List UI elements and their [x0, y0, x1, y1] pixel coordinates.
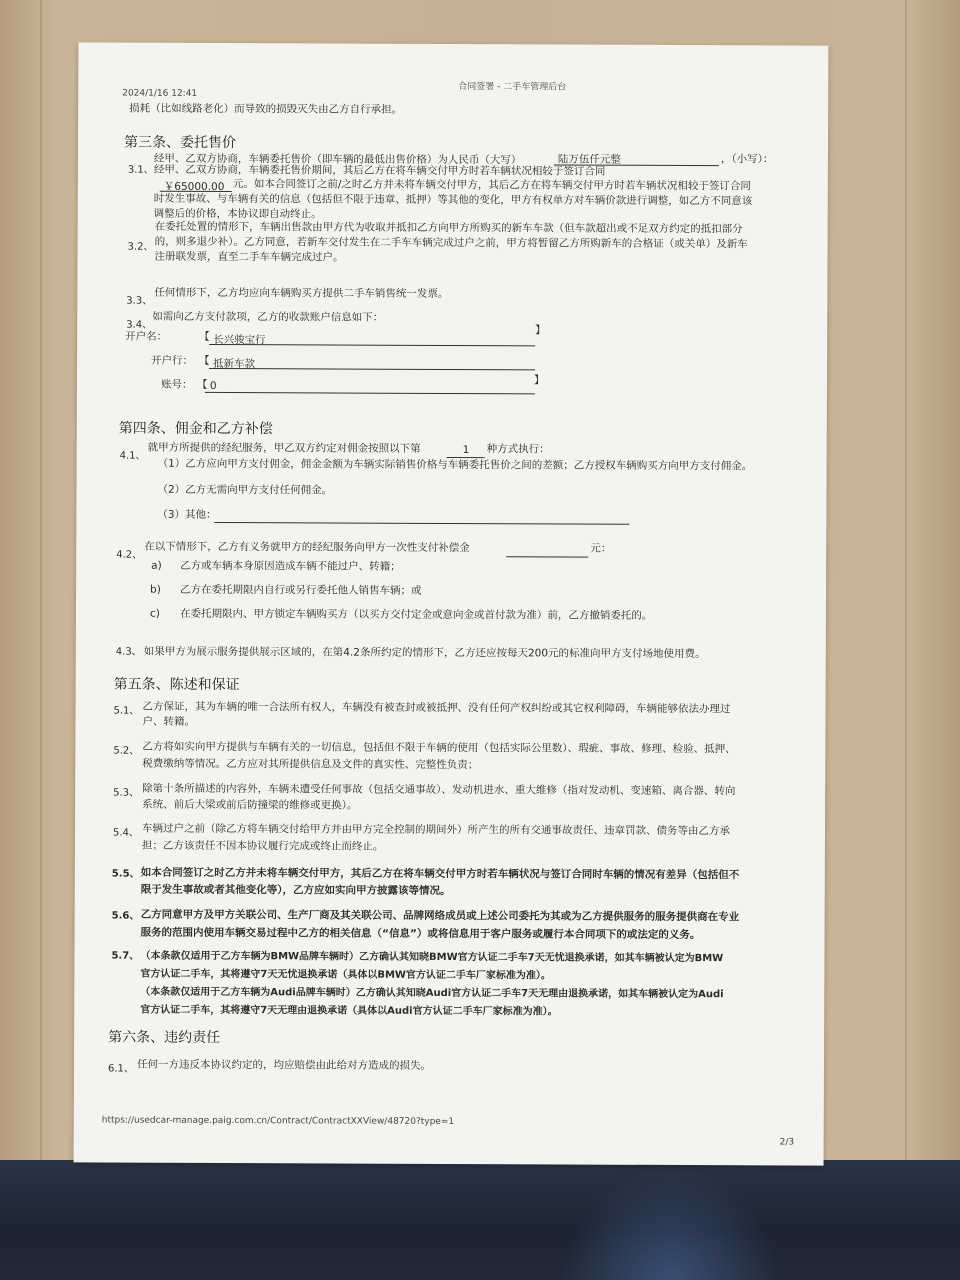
account-number-right-bracket: 】	[533, 374, 545, 387]
clause-3-2-line-1: 在委托处置的情形下，车辆出售款由甲方代为收取并抵扣乙方向甲方所购买的新车车款（但车款超出或不足双方约定的抵扣部分	[154, 220, 743, 236]
carry-over-text: 损耗（比如线路老化）而导致的损毁灭失由乙方自行承担。	[129, 102, 403, 116]
clause-5-6-line-1: 乙方同意甲方及甲方关联公司、生产厂商及其关联公司、品牌网络成员或上述公司委托为其或为乙方提供服务的服务提供商在专业	[140, 908, 740, 924]
clause-5-2-num: 5.2、	[113, 745, 140, 757]
clause-5-5-line-2: 限于发生事故或者其他变化等），乙方应如实向甲方披露该等情况。	[140, 883, 451, 898]
clause-5-1-line-2: 户、转籍。	[142, 715, 196, 728]
section-5-title: 第五条、陈述和保证	[113, 676, 240, 694]
clause-5-7-line-3: （本条款仅适用于乙方车辆为Audi品牌车辆时）乙方确认其知晓Audi官方认证二手车7天无理由退换承诺，如其车辆被认定为Audi	[140, 986, 724, 1001]
section-6-title: 第六条、违约责任	[108, 1029, 221, 1046]
item-c-text: 在委托期限内、甲方锁定车辆购买方（以买方交付定金或意向金或首付款为准）前，乙方撤销委托的。	[179, 607, 653, 622]
clause-5-3-line-2: 系统、前后大梁或前后防撞梁的维修或更换）。	[142, 798, 358, 812]
clause-5-6-line-2: 服务的范围内使用车辆交易过程中乙方的相关信息（“信息”）或将信息用于客户服务或履行本合同项下的或法定的义务。	[140, 926, 701, 942]
contract-page	[74, 42, 829, 1165]
clause-5-7-line-1: （本条款仅适用于乙方车辆为BMW品牌车辆时）乙方确认其知晓BMW官方认证二手车7天无忧退换承诺，如其车辆被认定为BMW	[140, 950, 724, 965]
clause-3-2-num: 3.2、	[127, 241, 154, 253]
fabric-fold	[560, 1170, 780, 1280]
item-a-text: 乙方或车辆本身原因造成车辆不能过户、转籍；	[180, 559, 401, 573]
account-name-value: 长兴骏宝行	[213, 333, 266, 347]
bank-underline	[209, 368, 535, 370]
clause-5-2-line-2: 税费缴纳等情况。乙方应对其所提供信息及文件的真实性、完整性负责；	[142, 757, 479, 772]
bank-left-bracket: 【	[199, 354, 210, 367]
amount-in-words: 陆万伍仟元整	[557, 153, 621, 166]
clause-4-1-line-1a: 就甲方所提供的经纪服务，甲乙双方约定对佣金按照以下第	[147, 441, 421, 455]
bank-value: 抵新车款	[213, 357, 256, 371]
clause-5-1-line-1: 乙方保证，其为车辆的唯一合法所有权人，车辆没有被查封或被抵押、没有任何产权纠纷或其它权利障碍，车辆能够依法办理过	[142, 700, 731, 716]
item-a-marker: a)	[151, 559, 162, 572]
clause-4-1-num: 4.1、	[119, 450, 146, 462]
commission-option-1: （1）乙方应向甲方支付佣金，佣金金额为车辆实际销售价格与车辆委托售价之间的差额；乙方授权车辆购买方向甲方支付佣金。	[157, 457, 753, 473]
clause-5-3-num: 5.3、	[113, 787, 140, 799]
clause-5-4-line-1: 车辆过户之前（除乙方将车辆交付给甲方并由甲方完全控制的期间外）所产生的所有交通事故责任、违章罚款、债务等由乙方承	[141, 822, 731, 838]
clause-5-4-num: 5.4、	[112, 827, 139, 839]
footer-url: https://usedcar-manage.paig.com.cn/Contract/ContractXXView/48720?type=1	[101, 1115, 455, 1128]
clause-3-2-line-2: 的，则多退少补）。乙方同意，若新车交付发生在二手车车辆完成过户之前，甲方将暂留乙方所购新车的合格证（或关单）及新车	[154, 235, 748, 251]
clause-4-3-line-1: 如果甲方为展示服务提供展示区域的，在第4.2条所约定的情形下，乙方还应按每天200元的标准向甲方支付场地使用费。	[143, 645, 706, 661]
clause-3-4-num: 3.4、	[126, 319, 153, 331]
amount-in-figures: ￥65000.00	[163, 180, 225, 194]
clause-3-1-line-3: 元。如本合同签订之前/之时乙方并未将车辆交付甲方，其后乙方在将车辆交付甲方时若车辆状况相较于签订合同	[232, 178, 751, 193]
clause-5-4-line-2: 担；乙方该责任不因本协议履行完成或终止而终止。	[141, 839, 384, 853]
clause-6-1-num: 6.1、	[107, 1063, 134, 1075]
clause-5-7-line-4: 官方认证二手车，其将遵守7天无理由退换承诺（具体以Audi官方认证二手车厂家标准为准）。	[140, 1004, 558, 1018]
clause-5-2-line-1: 乙方将如实向甲方提供与车辆有关的一切信息，包括但不限于车辆的使用（包括实际公里数）、瑕疵、事故、修理、检验、抵押、	[142, 740, 736, 756]
clause-3-1-num: 3.1、	[127, 164, 154, 176]
print-datetime: 2024/1/16 12:41	[122, 88, 198, 99]
commission-choice: 1	[462, 444, 470, 457]
account-number-underline	[205, 392, 535, 394]
clause-5-7-num: 5.7、	[111, 950, 140, 962]
clause-3-4-line-1: 如需向乙方支付款项，乙方的收款账户信息如下：	[152, 310, 384, 324]
page-number: 2/3	[779, 1137, 795, 1148]
clause-4-2-line-1a: 在以下情形下，乙方有义务就甲方的经纪服务向甲方一次性支付补偿金	[144, 540, 470, 555]
clause-5-3-line-1: 除第十条所描述的内容外，车辆未遭受任何事故（包括交通事故）、发动机进水、重大维修（指对发动机、变速箱、离合器、转向	[142, 782, 736, 798]
clause-4-2-line-1b: 元：	[590, 542, 612, 555]
site-title: 合同签署 - 二手车管理后台	[458, 82, 567, 93]
clause-3-2-line-3: 注册联发票，直至二手车车辆完成过户。	[154, 250, 344, 264]
clause-3-3-line-1: 任何情形下，乙方均应向车辆购买方提供二手车销售统一发票。	[154, 286, 449, 300]
other-option-underline	[214, 522, 629, 525]
clause-4-1-line-1b: 种方式执行：	[486, 443, 550, 456]
clause-5-5-line-1: 如本合同签订之时乙方并未将车辆交付甲方，其后乙方在将车辆交付甲方时若车辆状况与签订合同时车辆的情况有差异（包括但不	[140, 866, 740, 882]
commission-choice-underline	[447, 457, 485, 458]
bank-label: 开户行：	[151, 354, 194, 367]
clause-3-3-num: 3.3、	[126, 295, 153, 307]
clause-5-6-num: 5.6、	[111, 910, 140, 922]
item-c-marker: c)	[149, 607, 160, 620]
clause-5-5-num: 5.5、	[111, 868, 140, 880]
clause-3-1-line-4: 时发生事故、与车辆有关的信息（包括但不限于违章、抵押）等其他的变化，甲方有权单方对车辆价款进行调整，如乙方不同意该	[153, 192, 753, 208]
account-number-left-bracket: 【	[196, 378, 208, 391]
clause-5-7-line-2: 官方认证二手车，其将遵守7天无忧退换承诺（具体以BMW官方认证二手车厂家标准为准）。	[140, 968, 551, 982]
section-3-title: 第三条、委托售价	[123, 134, 237, 152]
commission-option-2: （2）乙方无需向甲方支付任何佣金。	[157, 483, 333, 497]
clause-5-1-num: 5.1、	[113, 705, 140, 717]
account-number-label: 账号：	[160, 378, 193, 391]
fabric-background	[0, 1160, 960, 1280]
clause-4-2-num: 4.2、	[116, 549, 143, 561]
account-name-right-bracket: 】	[535, 324, 546, 337]
section-4-title: 第四条、佣金和乙方补偿	[118, 420, 273, 438]
clause-3-1-line-2: 经甲、乙双方协商，车辆委托售价期间，其后乙方在将车辆交付甲方时若车辆状况相较于签订合同	[153, 163, 606, 178]
account-name-left-bracket: 【	[199, 330, 210, 343]
wood-grain	[40, 0, 42, 1160]
item-b-marker: b)	[150, 583, 161, 596]
account-name-label: 开户名：	[125, 330, 168, 343]
wood-grain	[905, 0, 907, 1160]
compensation-underline	[506, 556, 588, 557]
clause-3-1-line-5: 调整后的价格，本协议即自动终止。	[153, 207, 322, 221]
commission-option-3: （3）其他：	[157, 508, 217, 521]
item-b-text: 乙方在委托期限内自行或另行委托他人销售车辆；或	[180, 583, 422, 597]
account-number-value: 0	[209, 379, 217, 392]
clause-3-1-small-label: ，（小写）：	[720, 153, 774, 166]
clause-3-1-line-1: 经甲、乙双方协商，车辆委托售价（即车辆的最低出售价格）为人民币（大写）	[153, 152, 522, 167]
clause-4-3-num: 4.3、	[115, 646, 142, 658]
clause-6-1-line-1: 任何一方违反本协议约定的，均应赔偿由此给对方造成的损失。	[136, 1058, 432, 1072]
